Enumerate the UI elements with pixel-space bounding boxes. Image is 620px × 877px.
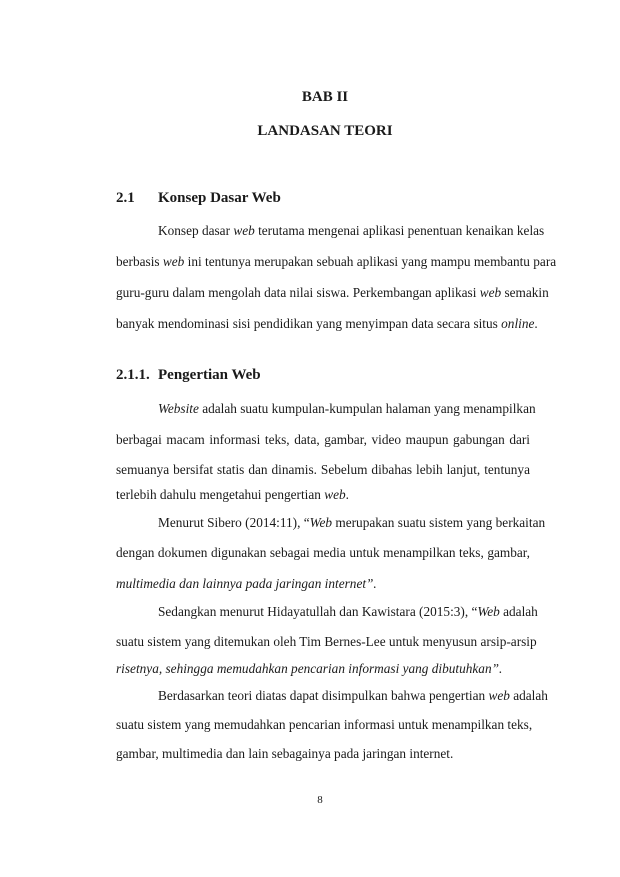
paragraph-line: terlebih dahulu mengetahui pengertian web.	[116, 487, 349, 502]
section-title: Pengertian Web	[158, 367, 261, 383]
paragraph-line: berbasis web ini tentunya merupakan sebuah aplikasi yang mampu membantu para	[116, 254, 557, 269]
paragraph-line: gambar, multimedia dan lain sebagainya pada jaringan internet.	[116, 746, 454, 761]
paragraph-line: multimedia dan lainnya pada jaringan internet”.	[116, 576, 377, 591]
paragraph-line: banyak mendominasi sisi pendidikan yang menyimpan data secara situs online.	[116, 316, 538, 331]
section-number: 2.1.1.	[116, 367, 150, 383]
page-number: 8	[317, 794, 323, 806]
section-title: Konsep Dasar Web	[158, 190, 281, 206]
section-number: 2.1	[116, 190, 135, 206]
paragraph-line: dengan dokumen digunakan sebagai media untuk menampilkan teks, gambar,	[116, 545, 530, 560]
paragraph-line: Website adalah suatu kumpulan-kumpulan halaman yang menampilkan	[158, 401, 536, 416]
paragraph-line: suatu sistem yang memudahkan pencarian informasi untuk menampilkan teks,	[116, 717, 533, 732]
paragraph-line: Menurut Sibero (2014:11), “Web merupakan suatu sistem yang berkaitan	[158, 515, 546, 530]
chapter-label: BAB II	[301, 89, 349, 105]
paragraph-line: Berdasarkan teori diatas dapat disimpulkan bahwa pengertian web adalah	[158, 688, 548, 703]
paragraph-line: berbagai macam informasi teks, data, gambar, video maupun gabungan dari	[116, 432, 530, 447]
section-heading-2-1-1	[116, 367, 261, 384]
paragraph-line: semuanya bersifat statis dan dinamis. Sebelum dibahas lebih lanjut, tentunya	[116, 462, 530, 477]
paragraph-line: Sedangkan menurut Hidayatullah dan Kawistara (2015:3), “Web adalah	[158, 604, 538, 619]
paragraph-line: suatu sistem yang ditemukan oleh Tim Bernes-Lee untuk menyusun arsip-arsip	[116, 634, 537, 649]
paragraph-line: risetnya, sehingga memudahkan pencarian informasi yang dibutuhkan”.	[116, 661, 503, 676]
chapter-title: LANDASAN TEORI	[257, 123, 393, 139]
section-heading-2-1	[116, 190, 281, 207]
paragraph-line: guru-guru dalam mengolah data nilai siswa. Perkembangan aplikasi web semakin	[116, 285, 549, 300]
paragraph-line: Konsep dasar web terutama mengenai aplikasi penentuan kenaikan kelas	[158, 223, 545, 238]
